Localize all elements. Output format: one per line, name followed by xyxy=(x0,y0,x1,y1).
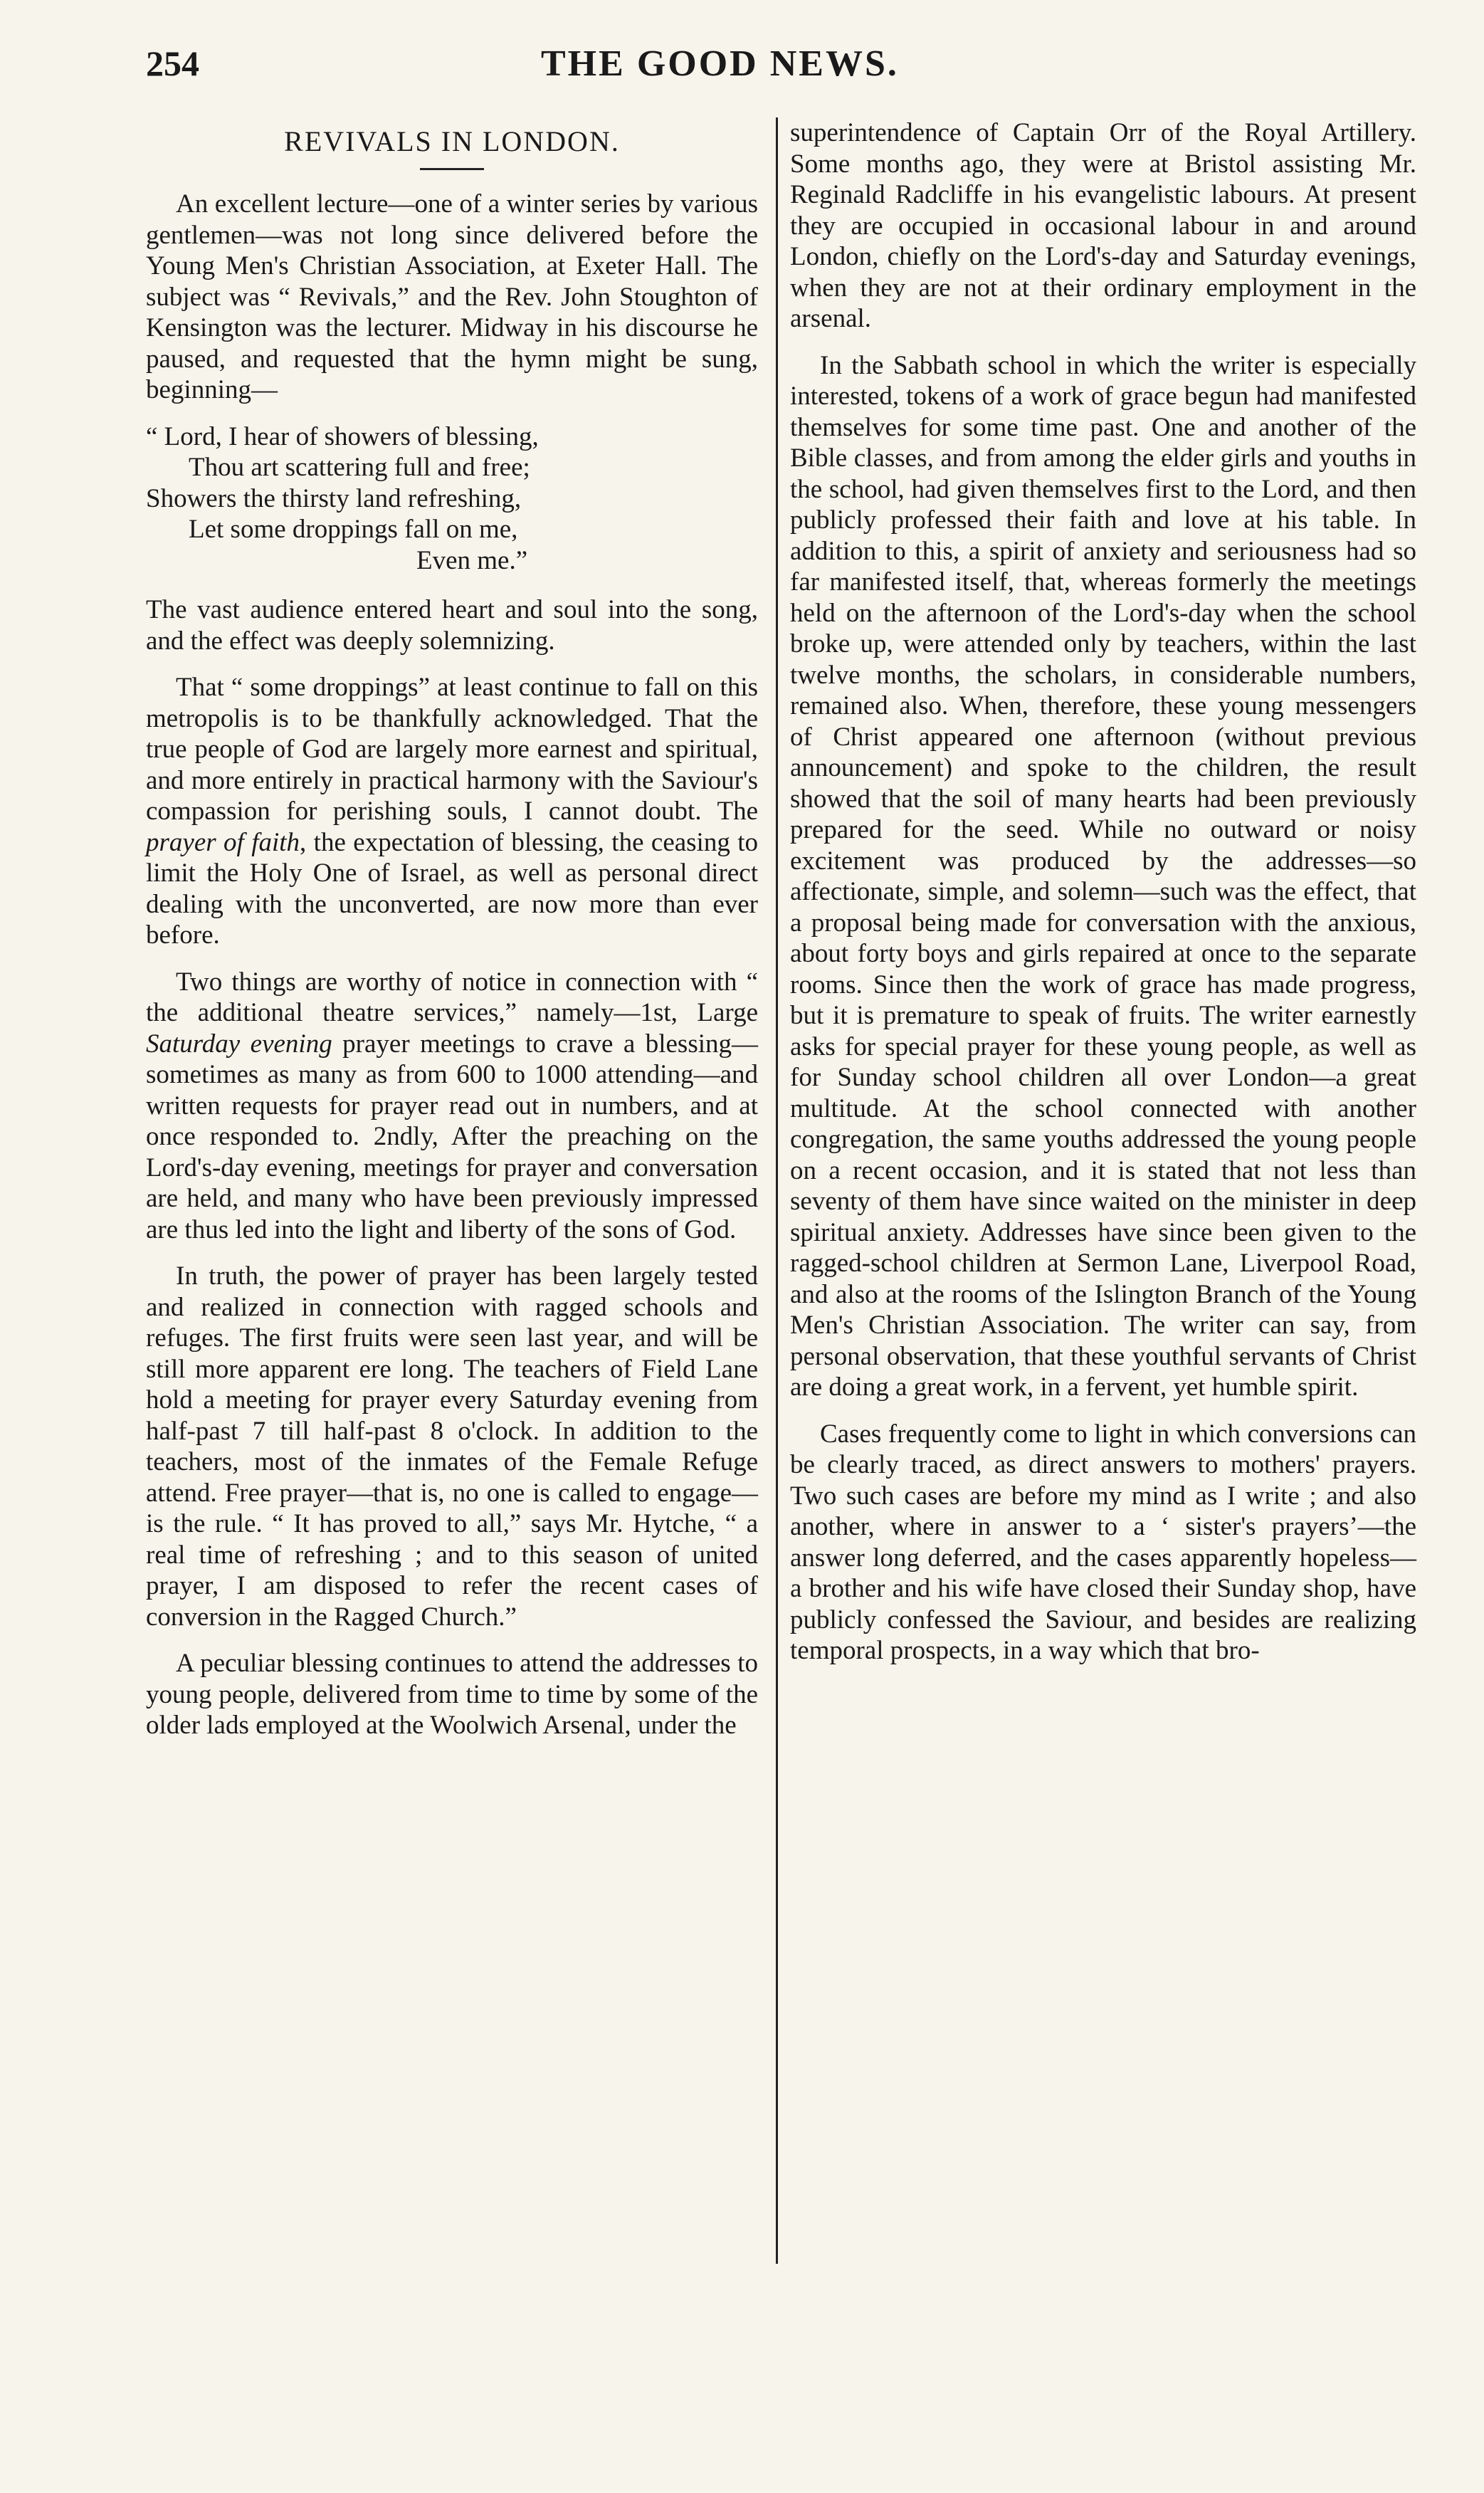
paragraph-3-emphasis: prayer of faith xyxy=(146,827,300,857)
paragraph-2: The vast audience entered heart and soul into the song, and the effect was deeply solemnizing. xyxy=(146,595,758,656)
hymn-verse xyxy=(146,421,758,577)
paragraph-5: In truth, the power of prayer has been largely tested and realized in connection with ragged schools and refuges. The first fruits were seen last year, and will be still more apparent ere long. The teachers of Field Lane hold a meeting for prayer every Saturday evening from half-past 7 till half-past 8 o'clock. In addition to the teachers, most of the inmates of the Female Refuge attend. Free prayer—that is, no one is called to engage—is the rule. “ It has proved to all,” says Mr. Hytche, “ a real time of refreshing ; and to this season of united prayer, I am disposed to refer the recent cases of conversion in the Ragged Church.” xyxy=(146,1261,758,1632)
article-title: REVIVALS IN LONDON. xyxy=(284,125,620,157)
paragraph-4-emphasis: Saturday evening xyxy=(146,1029,332,1059)
verse-line: Showers the thirsty land refreshing, xyxy=(146,483,522,513)
paragraph-6: A peculiar blessing continues to attend the addresses to young people, delivered from time to time by some of the older lads employed at the Woolwich Arsenal, under the xyxy=(146,1649,758,1740)
paragraph-3-text-b: , the expectation of blessing, the ceasing to limit the Holy One of Israel, as well as personal direct dealing with the unconverted, are now more than ever before. xyxy=(146,827,759,950)
paragraph-4-text-a: Two things are worthy of notice in connection with “ the additional theatre services,” namely—1st, Large xyxy=(146,967,758,1027)
paragraph-6-continued: superintendence of Captain Orr of the Royal Artillery. Some months ago, they were at Bristol assisting Mr. Reginald Radcliffe in his evangelistic labours. At present they are occupied in occasional labour in and around London, chiefly on the Lord's-day and Saturday evenings, when they are not at their ordinary employment in the arsenal. xyxy=(790,118,1416,333)
verse-line: Let some droppings fall on me, xyxy=(189,515,518,544)
paragraph-4-text-b: prayer meetings to crave a blessing—sometimes as many as from 600 to 1000 attending—and written requests for prayer read out in numbers, and at once responded to. 2ndly, After the preaching on the Lord's-day evening, meetings for prayer and conversation are held, and many who have been previously impressed are thus led into the light and liberty of the sons of God. xyxy=(146,1029,758,1244)
paragraph-7: In the Sabbath school in which the writer is especially interested, tokens of a work of grace begun had manifested themselves for some time past. One and another of the Bible classes, and from among the elder girls and youths in the school, had given themselves first to the Lord, and then publicly professed their faith and love at his table. In addition to this, a spirit of anxiety and seriousness had so far manifested itself, that, whereas formerly the meetings held on the afternoon of the Lord's-day when the school broke up, were attended only by teachers, within the last twelve months, the scholars, in considerable numbers, remained also. When, therefore, these young messengers of Christ appeared one afternoon (without previous announcement) and spoke to the children, the result showed that the soil of many hearts had been previously prepared for the seed. While no outward or noisy excitement was produced by the addresses—so affectionate, simple, and solemn—such was the effect, that a proposal being made for conversation with the anxious, about forty boys and girls repaired at once to the separate rooms. Since then the work of grace has made progress, but it is premature to speak of fruits. The writer earnestly asks for special prayer for these young people, as well as for Sunday school children all over London—a great multitude. At the school connected with another congregation, the same youths addressed the young people on a recent occasion, and it is stated that not less than seventy of them have since waited on the minister in deep spiritual anxiety. Addresses have since been given to the ragged-school children at Sermon Lane, Liverpool Road, and also at the rooms of the Islington Branch of the Young Men's Christian Association. The writer can say, from personal observation, that these youthful servants of Christ are doing a great work, in a fervent, yet humble spirit. xyxy=(790,350,1416,1402)
verse-line: Thou art scattering full and free; xyxy=(189,453,530,482)
verse-line: “ Lord, I hear of showers of blessing, xyxy=(146,421,539,451)
verse-line: Even me.” xyxy=(416,545,528,575)
paragraph-3-text-a: That “ some droppings” at least continue to fall on this metropolis is to be thankfully acknowledged. That the true people of God are largely more earnest and spiritual, and more entirely in practical harmony with the Saviour's compassion for perishing souls, I cannot doubt. The xyxy=(146,673,758,826)
right-column xyxy=(790,117,1416,1682)
page-number: 254 xyxy=(146,43,199,83)
paragraph-3 xyxy=(146,672,758,951)
column-divider xyxy=(776,117,778,2264)
paragraph-8: Cases frequently come to light in which conversions can be clearly traced, as direct answers to mothers' prayers. Two such cases are before my mind as I write ; and also another, where in answer to a ‘ sister's prayers’—the answer long deferred, and the cases apparently hopeless—a brother and his wife have closed their Sunday shop, have publicly confessed the Saviour, and besides are realizing temporal prospects, in a way which that bro- xyxy=(790,1419,1416,1665)
paragraph-1: An excellent lecture—one of a winter series by various gentlemen—was not long since delivered before the Young Men's Christian Association, at Exeter Hall. The subject was “ Revivals,” and the Rev. John Stoughton of Kensington was the lecturer. Midway in his discourse he paused, and requested that the hymn might be sung, beginning— xyxy=(146,189,758,404)
paragraph-4 xyxy=(146,967,758,1246)
running-title: THE GOOD NEWS. xyxy=(541,43,899,84)
title-rule xyxy=(420,168,484,170)
left-column xyxy=(146,117,758,1757)
